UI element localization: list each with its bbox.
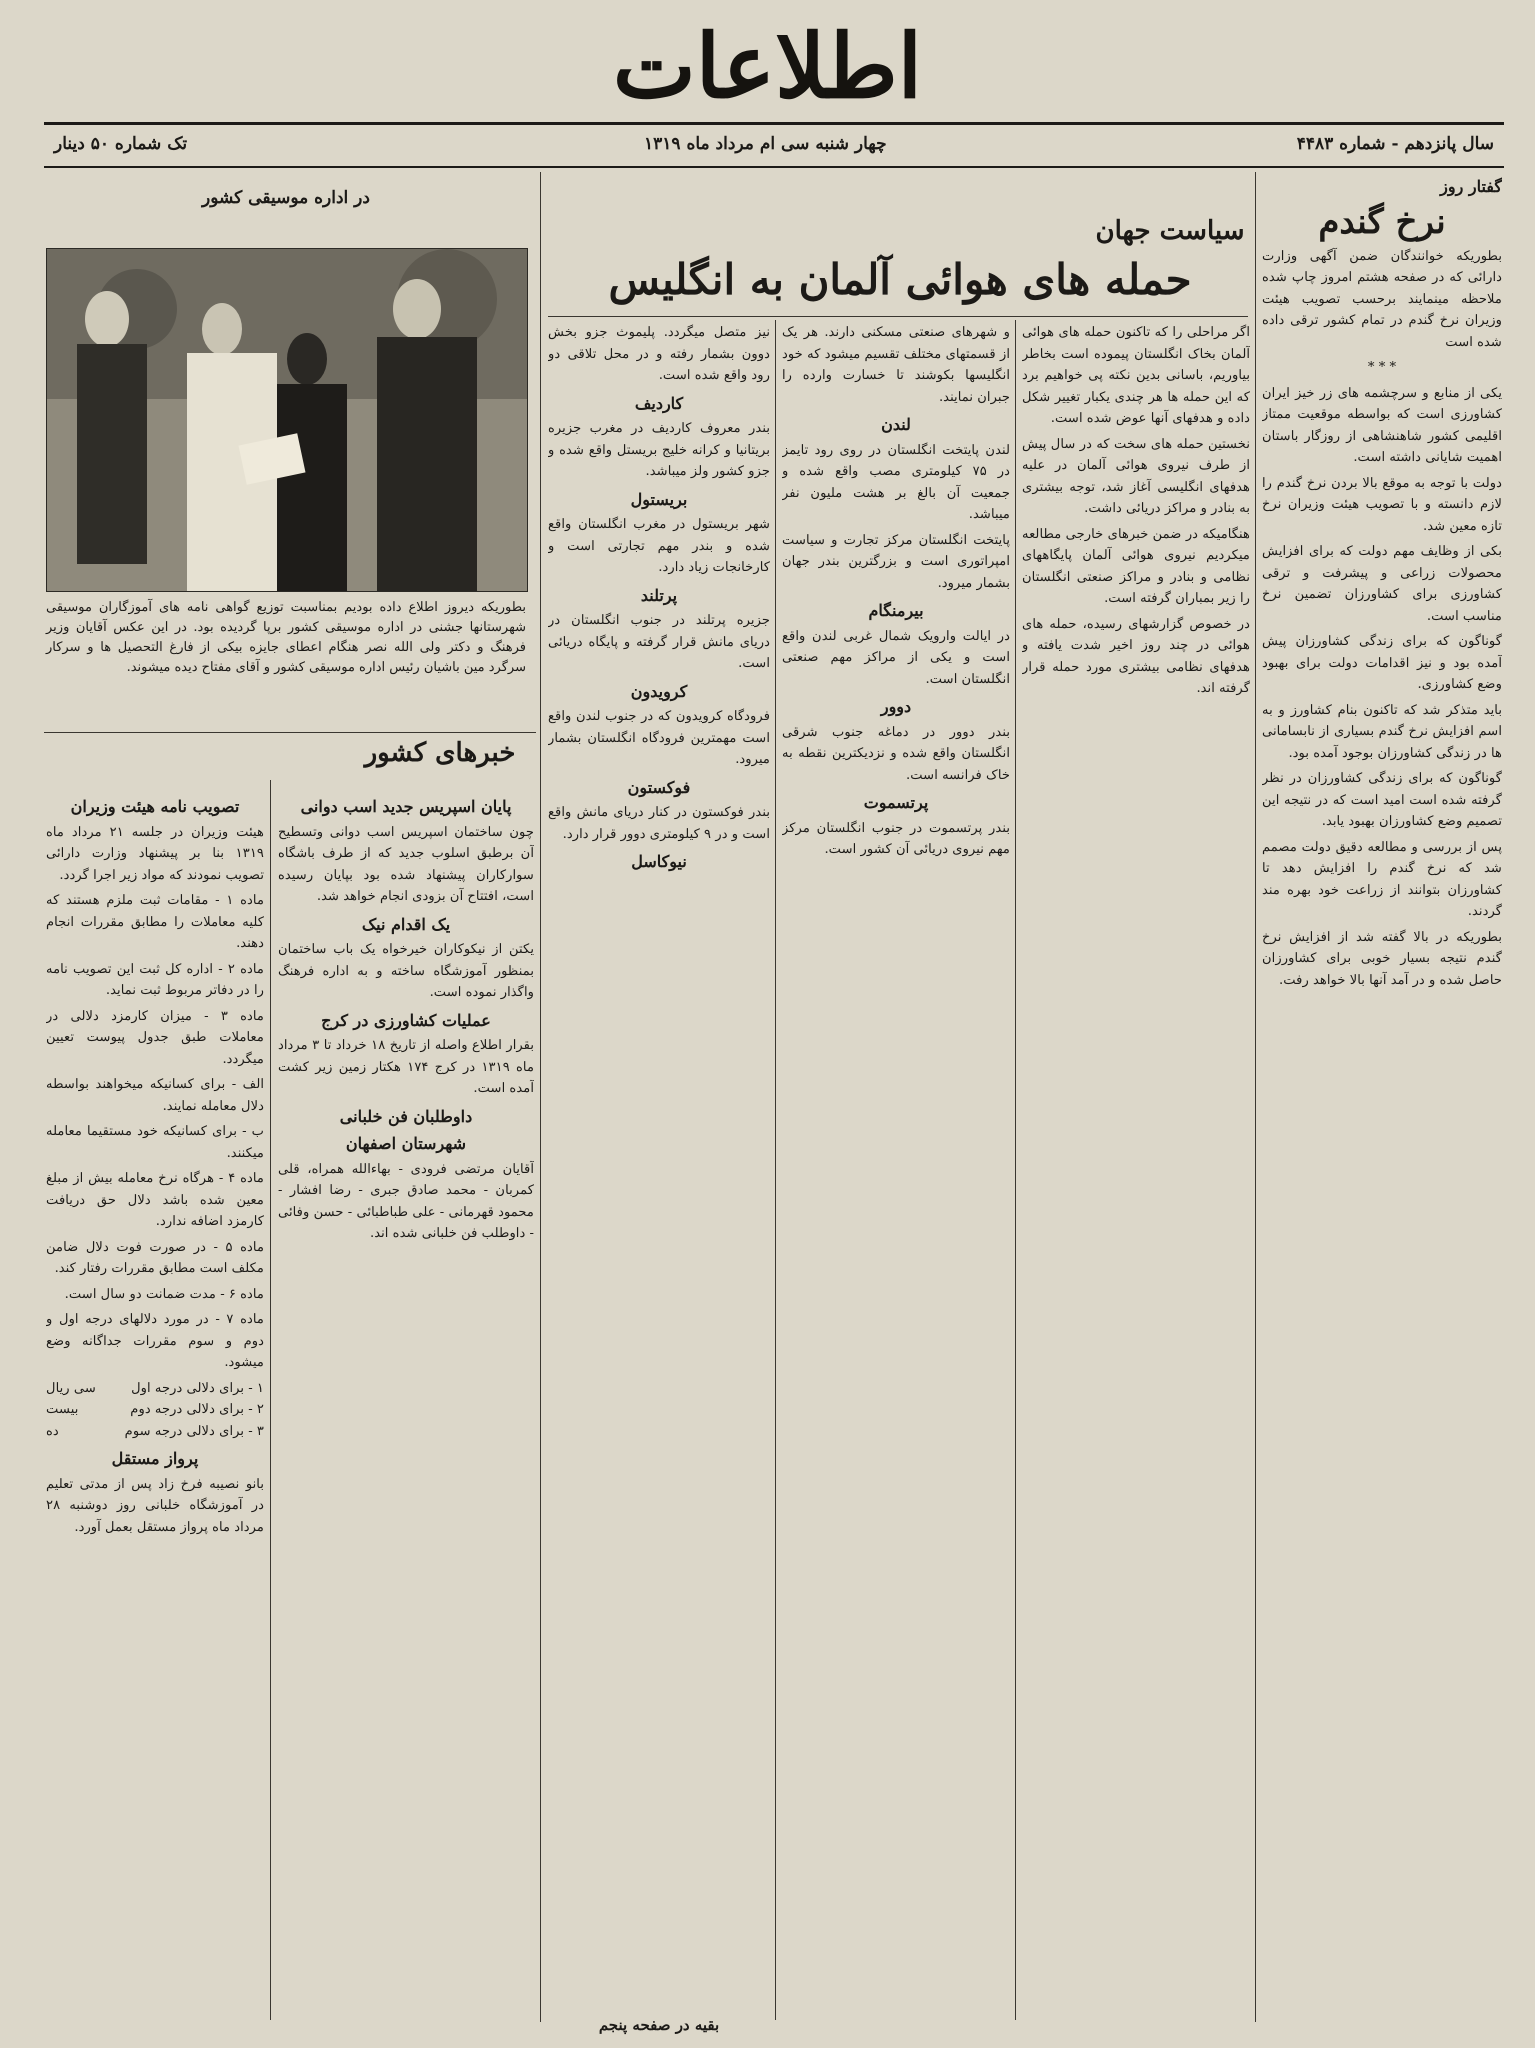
city-subhead: لندن — [881, 415, 911, 434]
city-subhead: دوور — [880, 697, 912, 716]
article-paragraph: در ایالت وارویک شمال غربی لندن واقع است و یکی از مراکز مهم صنعتی انگلستان است. — [782, 628, 1010, 687]
news-title: داوطلبان فن خلبانی — [339, 1106, 473, 1126]
city-subhead: بریستول — [630, 489, 688, 509]
news-paragraph: الف - برای کسانیکه میخواهند بواسطه دلال معامله نمایند. — [46, 1077, 264, 1114]
article-column-2 — [782, 322, 1010, 2012]
editorial-kicker: گفتار روز — [1440, 177, 1502, 196]
date-label: چهار شنبه سی ام مرداد ماه ۱۳۱۹ — [644, 134, 887, 154]
domestic-column-left — [46, 790, 264, 2015]
article-paragraph: بندر دوور در دماغه جنوب شرقی انگلستان واقع شده و نزدیکترین نقطه به خاک فرانسه است. — [782, 724, 1010, 783]
rate-value: سی ریال — [46, 1380, 96, 1396]
city-subhead: پرتلند — [640, 585, 678, 605]
news-paragraph: بانو نصیبه فرخ زاد پس از مدتی تعلیم در آموزشگاه خلبانی روز دوشنبه ۲۸ مرداد ماه پرواز مستقل بعمل آورد. — [46, 1476, 264, 1535]
city-subhead: کاردیف — [634, 393, 684, 413]
domestic-kicker: خبرهای کشور — [364, 738, 516, 768]
separator: * * * — [1367, 360, 1397, 375]
rate-row — [46, 1399, 264, 1421]
news-title: پرواز مستقل — [111, 1449, 199, 1468]
domestic-column-right — [278, 790, 534, 2015]
article-paragraph: نخستین حمله های سخت که در سال پیش از طرف نیروی هوائی آلمان در علیه هدفهای انگلیسی آغاز شد، توجه بیشتری به بنادر و مراکز دریائی داشت. — [1022, 436, 1250, 516]
article-paragraph: جزیره پرتلند در جنوب انگلستان در دریای مانش قرار گرفته و پایگاه دریائی است. — [548, 613, 770, 671]
article-paragraph: بندر معروف کاردیف در مغرب جزیره بریتانیا و کرانه خلیج بریستل واقع شده و جزو کشور ولز میباشد. — [548, 421, 770, 479]
dateline-rule — [44, 166, 1504, 168]
article-paragraph: فرودگاه کرویدون که در جنوب لندن واقع است مهمترین فرودگاه انگلستان بشمار میرود. — [548, 709, 770, 767]
main-headline: حمله های هوائی آلمان به انگلیس — [608, 255, 1192, 304]
headline-rule — [548, 316, 1248, 317]
editorial-paragraph: یکی از منابع و سرچشمه های زر خیز ایران کشاورزی است که بواسطه موقعیت ممتاز اقلیمی کشور شاهنشاهی از روزگار باستان اهمیت شایانی داشته است. — [1262, 385, 1502, 465]
news-paragraph: ماده ۶ - مدت ضمانت دو سال است. — [64, 1286, 264, 1302]
rate-row — [46, 1378, 264, 1400]
music-photo — [46, 248, 528, 592]
column-divider — [270, 780, 271, 2020]
editorial-paragraph: بطوریکه خوانندگان ضمن آگهی وزارت دارائی که در صفحه هشتم امروز چاپ شده ملاحظه مینمایند برحسب تصویب هیئت وزیران نرخ گندم در تمام کشور ترقی داده شده است — [1262, 248, 1502, 350]
news-title: عملیات کشاورزی در کرج — [321, 1010, 491, 1030]
section-kicker: سیاست جهان — [1095, 216, 1245, 246]
price-label: تک شماره ۵۰ دینار — [54, 134, 188, 154]
section-rule — [44, 732, 536, 733]
news-paragraph: ماده ۵ - در صورت فوت دلال ضامن مکلف است مطابق مقررات رفتار کند. — [46, 1239, 264, 1276]
article-paragraph: پایتخت انگلستان مرکز تجارت و سیاست امپراتوری است و بزرگترین بندر جهان بشمار میرود. — [782, 532, 1010, 591]
newspaper-title: اطلاعات — [612, 14, 923, 118]
editorial-column — [1262, 176, 1502, 2006]
article-paragraph: نیز متصل میگردد. پلیموث جزو بخش دوون بشمار رفته و در محل تلاقی دو رود واقع شده است. — [548, 325, 770, 383]
news-paragraph: آقایان مرتضی فرودی - بهاءالله همراه، قلی کمربان - محمد صادق جبری - رضا افشار - محمود قهرمانی - علی طباطبائی - حسن وفائی - داوطلب فن خلبانی شده اند. — [278, 1161, 534, 1241]
rate-label: ۲ - برای دلالی درجه دوم — [130, 1402, 264, 1417]
rate-value: بیست — [46, 1402, 79, 1417]
news-title: یک اقدام نیک — [361, 914, 451, 934]
editorial-paragraph: گوناگون که برای زندگی کشاورزان پیش آمده بود و نیز اقدامات دولت برای بهبود وضع کشاورزی. — [1262, 634, 1502, 692]
continued-note: بقیه در صفحه پنجم — [598, 2016, 720, 2034]
news-paragraph: هیئت وزیران در جلسه ۲۱ مرداد ماه ۱۳۱۹ بنا بر پیشنهاد وزارت دارائی تصویب نمودند که مواد زیر اجرا گردد. — [46, 824, 264, 883]
article-paragraph: و شهرهای صنعتی مسکنی دارند. هر یک از قسمتهای مختلف تقسیم میشود که خود انگلیسها بکوشند تا خسارت وارده را جبران نمایند. — [782, 325, 1010, 405]
news-paragraph: ب - برای کسانیکه خود مستقیما معامله میکنند. — [46, 1124, 264, 1161]
news-paragraph: یکتن از نیکوکاران خیرخواه یک باب ساختمان بمنظور آموزشگاه ساخته و به اداره فرهنگ واگذار نموده است. — [278, 942, 534, 1000]
city-subhead: پرتسموت — [863, 793, 929, 812]
news-paragraph: چون ساختمان اسپریس اسب دوانی وتسطیح آن برطبق اسلوب جدید که از طرف باشگاه سوارکاران پیشنهاد شده بود بپایان رسیده است، افتتاح آن بزودی انجام خواهد شد. — [278, 824, 534, 904]
news-title: شهرستان اصفهان — [345, 1134, 467, 1153]
article-paragraph: شهر بریستول در مغرب انگلستان واقع شده و بندر مهم تجارتی است و کارخانجات زیاد دارد. — [548, 517, 770, 575]
editorial-paragraph: دولت با توجه به موقع بالا بردن نرخ گندم را لازم دانسته و با تصویب هیئت وزیران نرخ تازه معین شد. — [1262, 475, 1502, 534]
column-divider — [775, 320, 776, 2020]
editorial-paragraph: گوناگون که برای زندگی کشاورزان در نظر گرفته شده است امید است که در نتیجه این تصمیم وضع کشاورزان بهبود یابد. — [1262, 771, 1502, 829]
editorial-paragraph: بطوریکه در بالا گفته شد از افزایش نرخ گندم نتیجه بسیار خوبی برای کشاورزان حاصل شده و در آمد آنها بالا خواهد رفت. — [1262, 929, 1502, 988]
rate-label: ۱ - برای دلالی درجه اول — [131, 1380, 264, 1396]
editorial-paragraph: پس از بررسی و مطالعه دقیق دولت مصمم شد که نرخ گندم را افزایش دهد تا کشاورزان بتوانند از زراعت خود بهره مند گردند. — [1262, 839, 1502, 919]
rate-value: ده — [46, 1423, 59, 1439]
dateline — [44, 128, 1504, 162]
photo-illustration — [47, 249, 527, 591]
article-paragraph: بندر پرتسموت در جنوب انگلستان مرکز مهم نیروی دریائی آن کشور است. — [782, 820, 1010, 857]
article-column-1 — [1022, 322, 1250, 2012]
article-paragraph: هنگامیکه در ضمن خبرهای خارجی مطالعه میکردیم نیروی هوائی آلمان پایگاههای نظامی و بنادر و مراکز صنعتی انگلستان را زیر بمباران گرفته است. — [1022, 526, 1250, 606]
news-title: تصویب نامه هیئت وزیران — [70, 797, 240, 816]
editorial-paragraph: بکی از وظایف مهم دولت که برای افزایش محصولات زراعی و پیشرفت و ترقی کشاورزی برای کشاورزان تضمین نرخ مناسب است. — [1262, 544, 1502, 624]
article-column-3 — [548, 322, 770, 2012]
column-divider — [1255, 172, 1256, 2022]
article-paragraph: اگر مراحلی را که تاکنون حمله های هوائی آلمان بخاک انگلستان پیموده است بخاطر بیاوریم، باسانی بدین نکته پی خواهیم برد که این حمله ها هر چندی یکبار تغییر شکل داده و هدفهای آنها عوض شده است. — [1022, 325, 1250, 426]
issue-label: سال پانزدهم - شماره ۴۴۸۳ — [1296, 134, 1494, 154]
news-paragraph: ماده ۲ - اداره کل ثبت این تصویب نامه را در دفاتر مربوط ثبت نماید. — [46, 961, 264, 998]
rate-label: ۳ - برای دلالی درجه سوم — [124, 1423, 264, 1439]
article-paragraph: در خصوص گزارشهای رسیده، حمله های هوائی در چند روز اخیر شدت یافته و هدفهای نظامی بیشتری مورد حمله قرار گرفته اند. — [1022, 616, 1250, 696]
news-paragraph: ماده ۴ - هرگاه نرخ معامله بیش از مبلغ معین شده باشد دلال حق دریافت کارمزد اضافه ندارد. — [46, 1171, 264, 1229]
news-paragraph: بقرار اطلاع واصله از تاریخ ۱۸ خرداد تا ۳ مرداد ماه ۱۳۱۹ در کرج ۱۷۴ هکتار زمین زیر کشت آمده است. — [278, 1038, 534, 1096]
column-divider — [540, 172, 541, 2022]
article-paragraph: لندن پایتخت انگلستان در روی رود تایمز در ۷۵ کیلومتری مصب واقع شده و جمعیت آن بالغ بر هشت ملیون نفر میباشد. — [782, 442, 1010, 522]
music-caption: بطوریکه دیروز اطلاع داده بودیم بمناسبت توزیع گواهی نامه های آموزگاران موسیقی شهرستانها جشنی در اداره موسیقی کشور برپا گردیده بود. در این عکس آقایان وزیر فرهنگ و دکتر ولی الله نصر هنگام اعطای جایزه بیکی از فارغ التحصیل ها و سرکار سرگرد مین باشیان رئیس اداره موسیقی کشور و آقای مفتاح دیده میشوند. — [46, 600, 526, 675]
editorial-paragraph: باید متذکر شد که تاکنون بنام کشاورز و به اسم افزایش نرخ گندم بسیاری از نابسامانی ها در زندگی کشاورزان بوجود آمده بود. — [1262, 702, 1502, 761]
editorial-title: نرخ گندم — [1318, 201, 1446, 242]
column-divider — [1015, 320, 1016, 2020]
news-paragraph: ماده ۱ - مقامات ثبت ملزم هستند که کلیه معاملات را مطابق مقررات انجام دهند. — [46, 893, 264, 951]
masthead — [0, 10, 1535, 122]
city-subhead: نیوکاسل — [631, 852, 687, 871]
city-subhead: بیرمنگام — [868, 601, 924, 620]
city-subhead: فوکستون — [627, 777, 691, 797]
news-paragraph: ماده ۳ - میزان کارمزد دلالی در معاملات طبق جدول پیوست تعیین میگردد. — [46, 1008, 264, 1067]
city-subhead: کرویدون — [630, 681, 688, 701]
news-paragraph: ماده ۷ - در مورد دلالهای درجه اول و دوم و سوم مقررات جداگانه وضع میشود. — [46, 1312, 264, 1370]
masthead-rule — [44, 122, 1504, 125]
music-heading: در اداره موسیقی کشور — [202, 188, 370, 208]
article-paragraph: بندر فوکستون در کنار دریای مانش واقع است و در ۹ کیلومتری دوور قرار دارد. — [548, 805, 770, 842]
rate-row — [46, 1421, 264, 1443]
news-title: پایان اسپریس جدید اسب دوانی — [300, 797, 512, 816]
